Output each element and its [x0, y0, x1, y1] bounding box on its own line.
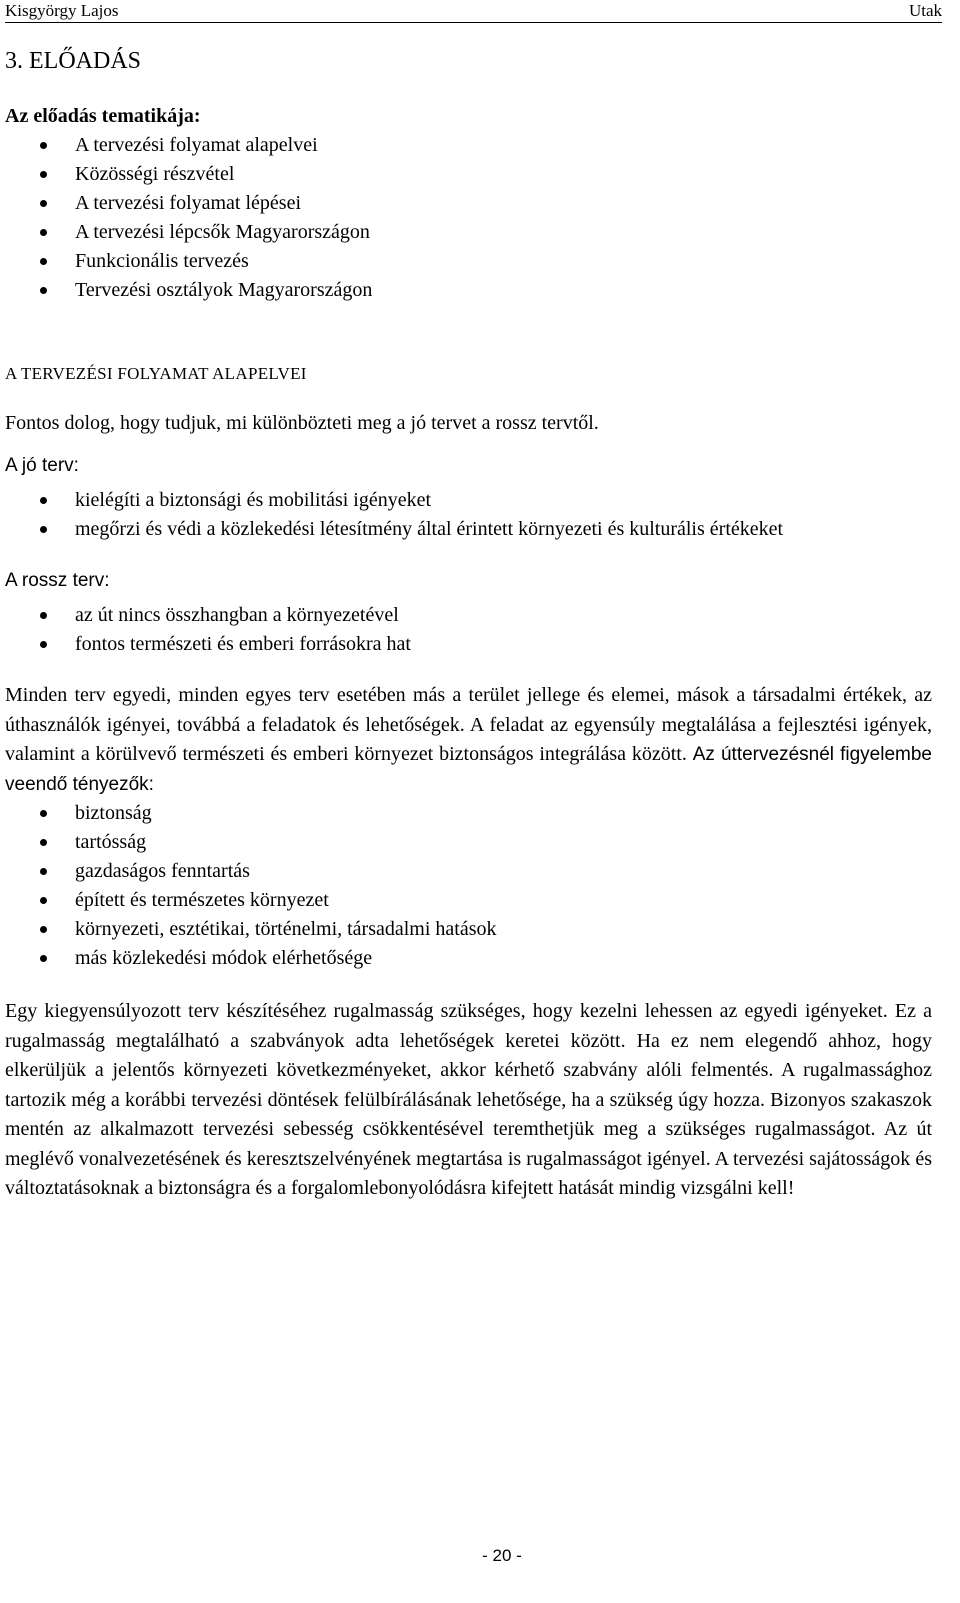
list-item: környezeti, esztétikai, történelmi, társadalmi hatások [5, 915, 932, 944]
topics-list [5, 131, 932, 305]
intro-text: Fontos dolog, hogy tudjuk, mi különbözteti meg a jó tervet a rossz tervtől. [5, 412, 599, 434]
list-item: A tervezési folyamat alapelvei [5, 131, 932, 160]
paragraph-text: Minden terv egyedi, minden egyes terv esetében más a terület jellege és elemei, mások a társadalmi értékek, az úthasználók igényei, továbbá a feladatok és lehetőségek. A feladat az egyensúly megtalálása a fejlesztési igények, valamint a körülvevő természeti és emberi környezet biztonságos integrálása között. [5, 684, 932, 765]
factors-lead-in: Az úttervezésnél figyelembe veendő tényezők: [5, 744, 933, 795]
bad-plan-list [5, 601, 932, 659]
list-item: biztonság [5, 799, 932, 828]
list-item: Közösségi részvétel [5, 160, 932, 189]
list-item: A tervezési folyamat lépései [5, 189, 932, 218]
list-item: más közlekedési módok elérhetősége [5, 944, 932, 973]
list-item: fontos természeti és emberi forrásokra hat [5, 630, 932, 659]
page-footer [0, 1546, 960, 1566]
list-item: az út nincs összhangban a környezetével [5, 601, 932, 630]
page-number: - 20 - [482, 1546, 522, 1565]
header-author: Kisgyörgy Lajos [5, 1, 119, 20]
section-title: A TERVEZÉSI FOLYAMAT ALAPELVEI [5, 364, 307, 383]
header-subject: Utak [908, 1, 942, 20]
bad-plan-label: A rossz terv: [5, 570, 110, 591]
good-plan-label: A jó terv: [5, 455, 79, 476]
list-item: gazdaságos fenntartás [5, 857, 932, 886]
list-item: Funkcionális tervezés [5, 247, 932, 276]
factors-list [5, 799, 932, 973]
list-item: épített és természetes környezet [5, 886, 932, 915]
lecture-title: 3. ELŐADÁS [5, 48, 141, 74]
paragraph-flexibility: Egy kiegyensúlyozott terv készítéséhez rugalmasság szükséges, hogy kezelni lehessen az egyedi igényeket. Ez a rugalmasság megtalálható a szabványok adta lehetőségek keretei között. Ha ez nem elegendő ahhoz, hogy elkerüljük a jelentős környezeti következményeket, akkor kérhető szabvány alóli felmentés. A rugalmassághoz tartozik még a korábbi tervezési döntések felülbírálásának lehetősége, ha a szükség úgy hozza. Bizonyos szakaszok mentén az alkalmazott tervezési sebesség csökkentésével teremthetjük meg a szükséges rugalmasságot. Az út meglévő vonalvezetésének és keresztszelvényének megtartása is rugalmasságot igényel. A tervezési sajátosságok és változtatásoknak a biztonságra és a forgalomlebonyolódásra kifejtett hatását mindig vizsgálni kell! [5, 1000, 932, 1199]
good-plan-list [5, 486, 932, 544]
list-item: Tervezési osztályok Magyarországon [5, 276, 932, 305]
page-header [5, 0, 942, 23]
topics-heading: Az előadás tematikája: [5, 105, 201, 127]
list-item: megőrzi és védi a közlekedési létesítmény által érintett környezeti és kulturális értékeket [5, 515, 932, 544]
page-body [5, 38, 932, 1204]
paragraph-road-planning [5, 681, 932, 799]
list-item: tartósság [5, 828, 932, 857]
list-item: A tervezési lépcsők Magyarországon [5, 218, 932, 247]
list-item: kielégíti a biztonsági és mobilitási igényeket [5, 486, 932, 515]
